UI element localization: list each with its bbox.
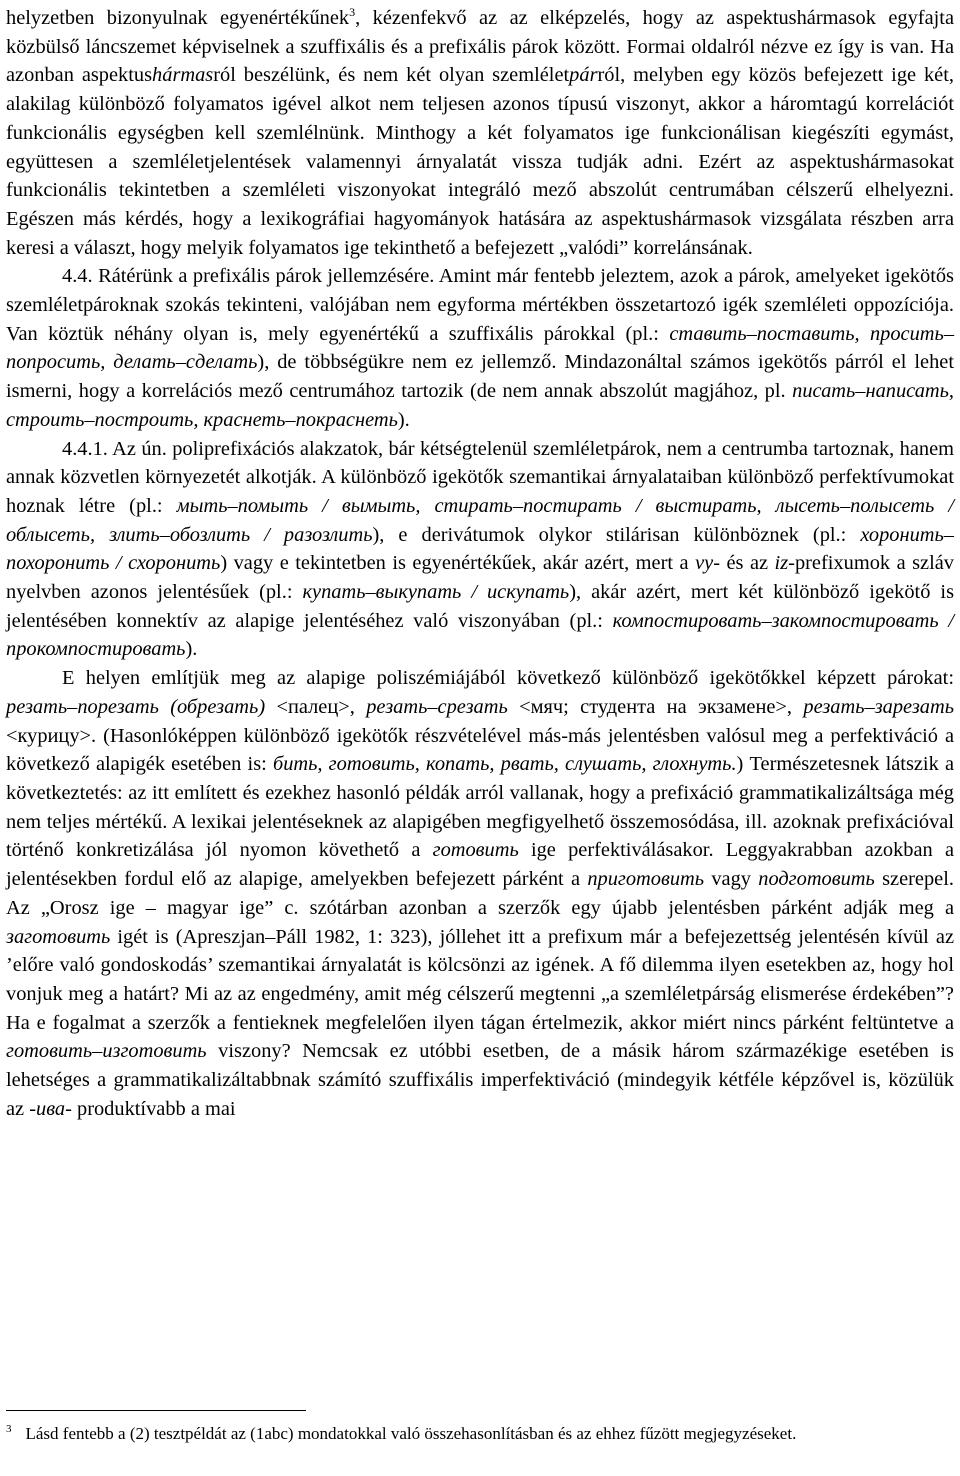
italic-segment: хоронить–похоронить / схоронить (6, 523, 954, 575)
italic-segment: pár (569, 64, 598, 87)
text-segment: ige perfektiválásakor. Leggyakrabban azokban a jelentésekben fordul elő az alapige, amelyekben befejezett párként a (6, 839, 955, 891)
footnote-separator (6, 1410, 306, 1411)
text-segment: ) vagy e tekintetben is egyenértékűek, akár azért, mert a (220, 552, 696, 575)
text-segment: -prefixumok a szláv nyelvben azonos jelentésűek (pl.: (6, 552, 955, 604)
text-segment: vagy (704, 868, 759, 891)
italic-segment: iz (774, 552, 789, 575)
text-segment: <курицу>. (Hasonlóképpen különböző igekötők részvételével más-más jelentésben valósul meg a perfektiváció a következő alapigék esetében is: (6, 724, 954, 776)
italic-segment: приготовить (587, 868, 705, 891)
text-segment: <палец>, (265, 695, 367, 718)
italic-segment: hármas (152, 64, 214, 87)
text-segment: 4.4.1. Az ún. poliprefixációs alakzatok, bár kétségtelenül szemléletpárok, nem a centrumba tartoznak, hanem annak közvetlen környezetét alkotják. A különböző igekötők szemantikai árnyalataiban különböző perfektívumokat hoznak létre (pl.: (6, 437, 954, 517)
italic-segment: vy (695, 552, 714, 575)
text-segment: , kézenfekvő az az elképzelés, hogy az aspektushármasok egyfajta közbülső láncszemet képviselnek a szuffixális és a prefixális párok között. Formai oldalról nézve ez így is van. Ha azonban aspektus (6, 7, 954, 87)
footnote-mark: 3 (6, 1423, 12, 1436)
italic-segment: ива (36, 1097, 66, 1120)
italic-segment: резать–зарезать (803, 695, 954, 718)
text-segment: ) Természetesnek látszik a következtetés: az itt említett és ezekhez hasonló példák arról vallanak, hogy a prefixáció grammatikalizáltsága még nem teljes mértékű. A lexikai jelentéseknek az alapigében megfigyelhető összemosódása, ill. azoknak prefixációval történő konkretizálása jól nyomon követhető a (6, 753, 955, 862)
italic-segment: заготовить (6, 925, 111, 948)
text-segment: ), e derivátumok olykor stilárisan különböznek (pl.: (372, 523, 861, 546)
text-segment: 4.4. Rátérünk a prefixális párok jellemzésére. Amint már fentebb jeleztem, azok a párok, amelyeket igekötős szemléletpároknak szokás tekinteni, valójában nem egyforma mértékben összetartozó igék szemléleti oppozíciója. Van köztük néhány olyan is, mely egyenértékű a szuffixális párokkal (pl.: (6, 265, 954, 345)
italic-segment: ставить–поставить, просить–попросить, делать–сделать (6, 322, 955, 374)
italic-segment: резать–порезать (обрезать) (6, 695, 266, 718)
text-segment: igét is (Apreszjan–Páll 1982, 1: 323), jóllehet itt a prefixum már a befejezettség jelentésén kívül az ’előre való gondoskodás’ szemantikai árnyalatát is kölcsönzi az igének. A fő dilemma ilyen esetekben az, hogy hol vonjuk meg a határt? Mi az az engedmény, amit még célszerű megtenni „a szemléletpárság elismerése érdekében”? Ha e fogalmat a szerzők a fentieknek megfelelően ilyen tágan értelmezik, akkor miért nincs párként feltüntetve a (6, 925, 954, 1034)
italic-segment: резать–срезать (366, 695, 508, 718)
italic-segment: мыть–помыть / вымыть, стирать–постирать / выстирать, лысеть–полысеть / облысеть, злить–обозлить / разозлить (6, 494, 955, 546)
text-segment: E helyen említjük meg az alapige poliszémiájából következő különböző igekötőkkel képzett párokat: (62, 667, 954, 690)
text-segment: - és az (713, 552, 775, 575)
paragraph-4 (6, 664, 954, 1123)
paragraph-3 (6, 435, 954, 665)
italic-segment: компостировать–закомпостировать / прокомпостировать (6, 609, 954, 661)
text-segment: ). (185, 638, 198, 661)
italic-segment: писать–написать, строить–построить, краснеть–покраснеть (6, 380, 954, 431)
paragraph-1 (6, 4, 954, 262)
footnote-ref: 3 (349, 5, 356, 20)
text-segment: helyzetben bizonyulnak egyenértékűnek (6, 7, 350, 29)
text-segment: viszony? Nemcsak ez utóbbi esetben, de a másik három származékige esetében is lehetséges a grammatikalizáltabbnak számító szuffixális imperfektiváció (mindegyik kétféle képzővel is, közülük az - (6, 1040, 954, 1120)
body-text (6, 4, 954, 1123)
italic-segment: купать–выкупать / искупать (302, 581, 570, 604)
text-segment: szerepel. Az „Orosz ige – magyar ige” c. szótárban azonban a szerzők egy újabb jelentésben párként adják meg a (6, 868, 954, 919)
paragraph-2 (6, 262, 954, 434)
italic-segment: подготовить (758, 868, 875, 891)
text-segment: ról beszélünk, és nem két olyan szemlélet (213, 64, 570, 87)
text-segment: ). (397, 408, 410, 431)
text-segment: <мяч; студента на экзамене>, (507, 695, 804, 718)
text-segment: ), de többségükre nem ez jellemző. Mindazonáltal számos igekötős párról el lehet ismerni, hogy a korrelációs mező centrumához tartozik (de nem annak abszolút magjához, pl. (6, 351, 954, 403)
footnote-text: Lásd fentebb a (2) tesztpéldát az (1abc) mondatokkal való összehasonlításban és az ehhez fűzött megjegyzéseket. (25, 1424, 797, 1443)
text-segment: ), akár azért, mert két különböző igekötő is jelentésében konnektív az alapige jelentéséhez való viszonyában (pl.: (6, 581, 955, 632)
italic-segment: бить, готовить, копать, рвать, слушать, глохнуть. (272, 753, 737, 776)
italic-segment: готовить (432, 839, 519, 862)
text-segment: ról, melyben egy közös befejezett ige két, alakilag különböző folyamatos igével alkot nem teljesen azonos típusú viszonyt, akkor a háromtagú korrelációt funkcionális egységben kell szemlélnünk. Minthogy a két folyamatos ige funkcionálisan kiegészíti egymást, együttesen a szemléletjelentések valamennyi árnyalatát vissza tudják adni. Ezért az aspektushármasokat funkcionális tekintetben a szemléleti viszonyokat integráló mező abszolút centrumában célszerű elhelyezni. Egészen más kérdés, hogy a lexikográfiai hagyományok hatására az aspektushármasok vizsgálata részben arra keresi a választ, hogy melyik folyamatos ige tekinthető a befejezett „valódi” korrelánsának. (6, 64, 954, 259)
italic-segment: готовить–изготовить (6, 1040, 207, 1063)
footnote (6, 1422, 954, 1446)
text-segment: - produktívabb a mai (65, 1097, 236, 1120)
